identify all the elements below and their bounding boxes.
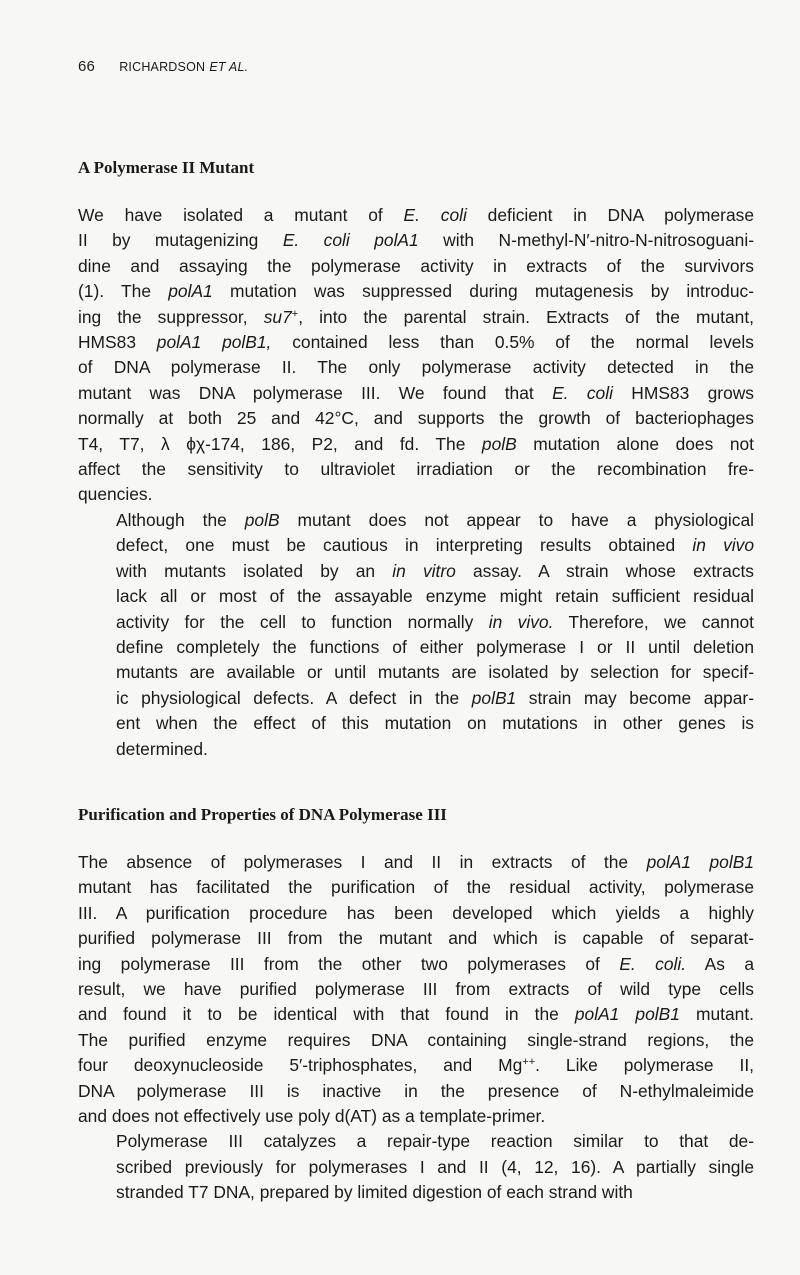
text-line: Polymerase III catalyzes a repair-type reaction similar to that de- [116, 1131, 754, 1152]
text-line: scribed previously for polymerases I and II (4, 12, 16). A partially single [116, 1156, 754, 1177]
text-line: The absence of polymerases I and II in extracts of the polA1 polB1 [78, 852, 754, 872]
italic-term: in vitro [392, 560, 456, 581]
italic-term: in vivo [692, 535, 755, 556]
section-body-1 [78, 203, 754, 762]
italic-term: polB [481, 433, 517, 454]
text-line: activity for the cell to function normally in vivo. Therefore, we cannot [116, 611, 754, 632]
text-line: and does not effectively use poly d(AT) as a template-primer. [78, 1106, 546, 1127]
italic-term: polA1 polB1, [156, 332, 272, 353]
text-line: mutant has facilitated the purification of the residual activity, polymerase [78, 877, 754, 898]
text-line: define completely the functions of either polymerase I or II until deletion [116, 636, 754, 657]
text-line: mutant was DNA polymerase III. We found that E. coli HMS83 grows [78, 382, 755, 403]
italic-term: E. coli [552, 382, 613, 403]
italic-term: in vivo. [488, 611, 554, 632]
italic-term: E. coli. [619, 953, 687, 974]
text-line: determined. [116, 738, 208, 759]
text-line: purified polymerase III from the mutant and which is capable of separat- [78, 928, 754, 949]
running-head-author: RICHARDSON [119, 60, 206, 74]
page-number: 66 [78, 58, 96, 75]
superscript: + [291, 307, 299, 320]
running-header [78, 58, 248, 75]
text-line: lack all or most of the assayable enzyme might retain sufficient residual [116, 586, 754, 607]
italic-term: polA1 polB1 [574, 1004, 680, 1025]
italic-term: polA1 [168, 281, 213, 302]
text-line: II by mutagenizing E. coli polA1 with N-methyl-N′-nitro-N-nitrosoguani- [78, 230, 754, 251]
text-line: of DNA polymerase II. The only polymerase activity detected in the [78, 357, 754, 378]
italic-term: polB1 [471, 687, 517, 708]
paragraph [78, 203, 754, 508]
text-line: ic physiological defects. A defect in the polB1 strain may become appar- [116, 687, 754, 708]
text-line: ent when the effect of this mutation on mutations in other genes is [116, 713, 754, 734]
italic-term: polA1 polB1 [646, 852, 754, 872]
text-line: mutants are available or until mutants are isolated by selection for specif- [116, 662, 754, 683]
running-head-etal: ET AL. [209, 60, 249, 74]
section-heading-purification-polymerase-iii: Purification and Properties of DNA Polymerase III [78, 805, 447, 824]
section-heading-polymerase-ii-mutant: A Polymerase II Mutant [78, 158, 255, 177]
text-line: normally at both 25 and 42°C, and supports the growth of bacteriophages [78, 408, 754, 429]
section-body-2 [78, 850, 754, 1206]
superscript: ++ [522, 1056, 536, 1069]
text-line: four deoxynucleoside 5′-triphosphates, and Mg++. Like polymerase II, [78, 1055, 754, 1076]
italic-term: E. coli polA1 [282, 230, 419, 251]
text-line: Although the polB mutant does not appear to have a physiological [116, 509, 754, 530]
text-line: ing polymerase III from the other two polymerases of E. coli. As a [78, 953, 755, 974]
text-line: The purified enzyme requires DNA containing single-strand regions, the [78, 1029, 754, 1050]
text-line: result, we have purified polymerase III from extracts of wild type cells [78, 979, 754, 1000]
text-line: ing the suppressor, su7+, into the parental strain. Extracts of the mutant, [78, 306, 755, 327]
text-line: (1). The polA1 mutation was suppressed during mutagenesis by introduc- [78, 281, 754, 302]
text-line: stranded T7 DNA, prepared by limited digestion of each strand with [116, 1182, 633, 1203]
text-line: dine and assaying the polymerase activity in extracts of the survivors [78, 255, 754, 276]
text-line: defect, one must be cautious in interpreting results obtained in vivo [116, 535, 755, 556]
text-line: DNA polymerase III is inactive in the presence of N-ethylmaleimide [78, 1080, 754, 1101]
text-line: affect the sensitivity to ultraviolet irradiation or the recombination fre- [78, 459, 754, 480]
italic-term: polB [244, 509, 280, 530]
text-line: T4, T7, λ ϕχ-174, 186, P2, and fd. The polB mutation alone does not [78, 433, 754, 454]
text-line: and found it to be identical with that found in the polA1 polB1 mutant. [78, 1004, 754, 1025]
paragraph [78, 508, 754, 762]
text-line: HMS83 polA1 polB1, contained less than 0.5% of the normal levels [78, 332, 754, 353]
text-line: We have isolated a mutant of E. coli deficient in DNA polymerase [78, 205, 754, 225]
text-line: with mutants isolated by an in vitro assay. A strain whose extracts [116, 560, 754, 581]
paragraph [78, 850, 754, 1129]
text-line: quencies. [78, 484, 153, 505]
paragraph [78, 1129, 754, 1205]
italic-term: E. coli [403, 205, 467, 225]
italic-term: su7 [263, 306, 292, 327]
text-line: III. A purification procedure has been developed which yields a highly [78, 902, 754, 923]
